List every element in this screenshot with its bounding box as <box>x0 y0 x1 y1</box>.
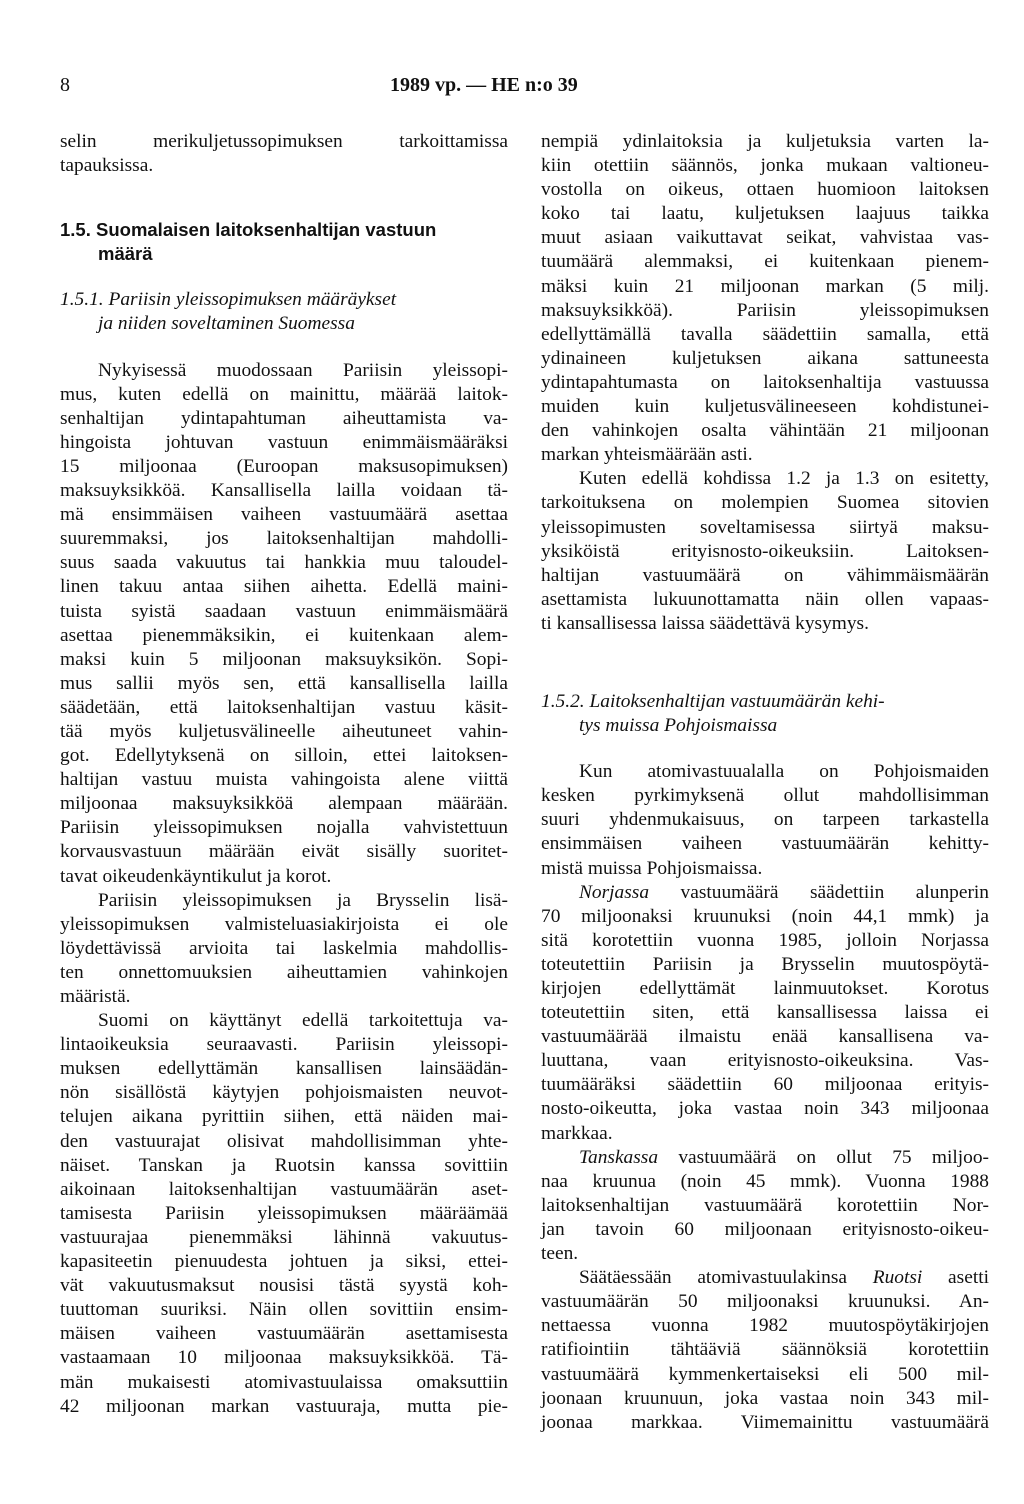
text-line: Suomi on käyttänyt edellä tarkoitettuja va- <box>98 1010 508 1032</box>
text-line: got. Edellytyksenä on silloin, ettei laitoksen- <box>60 745 508 767</box>
paragraph-continuation <box>60 130 508 178</box>
text-line: nettaessa vuonna 1982 muutospöytäkirjojen <box>541 1315 989 1337</box>
text-line: muiden kuin kuljetusvälineeseen kohdistunei- <box>541 396 989 418</box>
paragraph-denmark <box>541 1146 989 1266</box>
text-line: mus, kuten edellä on mainittu, määrää laitok- <box>60 383 508 405</box>
text-line: joonaan kruunuun, joka vastaa noin 343 mil- <box>541 1387 989 1409</box>
text-line: maksuyksikköä). Pariisin yleissopimuksen <box>541 299 989 321</box>
text-line: tarkoituksena on molempien Suomea sitovien <box>541 492 989 514</box>
paragraph <box>541 467 989 636</box>
text-line: luuttana, vaan erityisnosto-oikeuksina. Vas- <box>541 1050 989 1072</box>
paragraph <box>541 760 989 880</box>
text-line: jan tavoin 60 miljoonaan erityisnosto-oikeu- <box>541 1218 989 1240</box>
text-line: lintaoikeuksia seuraavasti. Pariisin yleissopi- <box>60 1034 508 1056</box>
heading-number: 1.5.1. <box>60 289 104 311</box>
text-line <box>541 881 989 905</box>
text-fragment: asetti <box>922 1267 989 1289</box>
text-line <box>541 1266 989 1290</box>
text-line: toteutettiin siten, että kansallisessa laissa ei <box>541 1002 989 1024</box>
text-line: mus sallii myös sen, että kansallisella lailla <box>60 672 508 694</box>
text-line: näiset. Tanskan ja Ruotsin kanssa sovittiin <box>60 1154 508 1176</box>
text-line: miljoonaa maksuyksikköä alempaan määrään. <box>60 793 508 815</box>
text-line: den vastuurajat olisivat mahdollisimman yhte- <box>60 1130 508 1152</box>
heading-number: 1.5. <box>60 219 91 241</box>
heading-text: määrä <box>98 243 153 265</box>
paragraph <box>60 359 508 889</box>
page-header <box>60 74 990 104</box>
paragraph <box>60 1009 508 1419</box>
text-line: teen. <box>541 1243 579 1265</box>
text-fragment: vastuumäärä säädettiin alunperin <box>649 881 989 903</box>
text-line: vostolla on oikeus, ottaen huomioon laitoksen <box>541 179 989 201</box>
right-column <box>541 130 989 1435</box>
text-line: tuumääräksi säädettiin 60 miljoonaa erityis- <box>541 1074 989 1096</box>
text-line: tuista syistä saadaan vastuun enimmäismäärä <box>60 600 508 622</box>
text-line: telujen aikana pyrittiin siihen, että näiden mai- <box>60 1106 508 1128</box>
heading-text: ja niiden soveltaminen Suomessa <box>98 313 355 335</box>
text-fragment: Säätäessään atomivastuulakinsa <box>579 1267 873 1289</box>
paragraph-sweden <box>541 1266 989 1435</box>
text-line: mäksi kuin 21 miljoonan markan (5 milj. <box>541 275 989 297</box>
text-line: hingoista johtuvan vastuun enimmäismääräksi <box>60 431 508 453</box>
text-line: kapasiteetin pienuudesta johtuen ja siksi, ettei- <box>60 1251 508 1273</box>
section-heading-1-5-1 <box>60 288 508 336</box>
text-line: mä ensimmäisen vaiheen vastuumäärä asettaa <box>60 504 508 526</box>
text-line: löydettävissä arvioita tai laskelmia mahdollis- <box>60 937 508 959</box>
text-line: yleissopimuksen valmisteluasiakirjoista ei ole <box>60 913 508 935</box>
section-heading-1-5 <box>60 218 508 266</box>
paragraph <box>60 889 508 1009</box>
text-line: laitoksenhaltijan vastuumäärä korotettiin Nor- <box>541 1194 989 1216</box>
text-line: 70 miljoonaksi kruunuksi (noin 44,1 mmk) ja <box>541 905 989 927</box>
text-line: ydintapahtumasta on laitoksenhaltija vastuussa <box>541 371 989 393</box>
text-line: 15 miljoonaa (Euroopan maksusopimuksen) <box>60 455 508 477</box>
text-fragment: vastuumäärä on ollut 75 miljoo- <box>658 1146 989 1168</box>
section-heading-1-5-2 <box>541 690 989 738</box>
text-line: nön sisällöstä käytyjen pohjoismaisten neuvot- <box>60 1082 508 1104</box>
text-line: vastuumäärä kymmenkertaiseksi eli 500 mil- <box>541 1363 989 1385</box>
text-line: Kuten edellä kohdissa 1.2 ja 1.3 on esitetty, <box>579 468 989 490</box>
text-line: määristä. <box>60 986 131 1007</box>
country-name: Ruotsi <box>872 1267 923 1289</box>
text-line: den vahinkojen osalta vähintään 21 miljoonan <box>541 420 989 442</box>
text-line: sitä korotettiin vuonna 1985, jolloin Norjassa <box>541 929 989 951</box>
heading-number: 1.5.2. <box>541 690 585 712</box>
text-line: markan yhteismäärään asti. <box>541 444 753 466</box>
text-line: muut asiaan vaikuttavat seikat, vahvistaa vas- <box>541 227 989 249</box>
paragraph-continuation <box>541 130 989 467</box>
text-line: muksen edellyttämän kansallisen lainsäädän- <box>60 1058 508 1080</box>
text-line: ensimmäisen vaiheen vastuumäärän kehitty- <box>541 833 989 855</box>
text-line: yksiköistä erityisnosto-oikeuksiin. Laitoksen- <box>541 540 989 562</box>
text-line: tavat oikeudenkäyntikulut ja korot. <box>60 865 332 887</box>
text-line: vastuumäärän 50 miljoonaksi kruunuksi. An- <box>541 1291 989 1313</box>
left-column <box>60 130 508 1419</box>
heading-text: Pariisin yleissopimuksen määräykset <box>108 289 397 311</box>
text-line: ten onnettomuuksien aiheuttamien vahinkojen <box>60 961 508 983</box>
text-line: Nykyisessä muodossaan Pariisin yleissopi- <box>98 359 508 381</box>
text-line: korvausvastuun määrään eivät sisälly suoritet- <box>60 841 508 863</box>
heading-text: Laitoksenhaltijan vastuumäärän kehi- <box>589 690 885 712</box>
text-line: tapauksissa. <box>60 155 154 177</box>
text-line: vät vakuutusmaksut nousisi tästä syystä koh- <box>60 1275 508 1297</box>
text-line: selin merikuljetussopimuksen tarkoittamissa <box>60 131 508 152</box>
text-line: yleissopimusten soveltamisessa siirtyä maksu- <box>541 516 989 538</box>
text-line: män mukaisesti atomivastuulaissa omaksuttiin <box>60 1371 508 1393</box>
heading-text: Suomalaisen laitoksenhaltijan vastuun <box>96 219 437 241</box>
page-number: 8 <box>60 74 70 96</box>
text-line: tuuttoman suuriksi. Näin ollen sovittiin ensim- <box>60 1299 508 1321</box>
text-line: suus saada vakuutus tai hankkia muu taloudel- <box>60 552 508 574</box>
text-line: haltijan vastuumäärä on vähimmäismäärän <box>541 564 989 586</box>
text-line: aikoinaan laitoksenhaltijan vastuumäärän aset- <box>60 1178 508 1200</box>
text-line: 42 miljoonan markan vastuuraja, mutta pie- <box>60 1395 508 1417</box>
text-line: kirjojen edellyttämät lainmuutokset. Korotus <box>541 978 989 999</box>
text-line: maksi kuin 5 miljoonan maksuyksikön. Sopi- <box>60 648 508 670</box>
text-line: suuri yhdenmukaisuus, on tarpeen tarkastella <box>541 809 989 831</box>
text-line: vastuumäärää ilmaistu enää kansallisena va- <box>541 1026 989 1048</box>
text-line: ti kansallisessa laissa säädettävä kysymys. <box>541 612 869 634</box>
text-line: nempiä ydinlaitoksia ja kuljetuksia varten la- <box>541 131 989 152</box>
text-line: markkaa. <box>541 1122 613 1144</box>
text-line: mäisen vaiheen vastuumäärän asettamisesta <box>60 1323 508 1345</box>
text-line: edellyttämällä tavalla säädettiin samalla, että <box>541 323 989 345</box>
text-line: ratifiointiin tähtääviä säännöksiä korotettiin <box>541 1339 989 1361</box>
text-line: maksuyksikköä. Kansallisella lailla voidaan tä- <box>60 480 508 502</box>
text-line: linen takuu antaa siihen aihetta. Edellä maini- <box>60 576 508 598</box>
text-line: joonaa markkaa. Viimemainittu vastuumäärä <box>541 1411 989 1433</box>
text-line: asettamista lukuunottamatta näin ollen vapaas- <box>541 588 989 610</box>
text-line: kesken pyrkimyksenä ollut mahdollisimman <box>541 785 989 807</box>
text-line: senhaltijan ydintapahtuman aiheuttamista va- <box>60 407 508 429</box>
text-line: koko tai laatu, kuljetuksen laajuus taikka <box>541 203 989 225</box>
text-line: mistä muissa Pohjoismaissa. <box>541 857 763 879</box>
text-line: toteutettiin Pariisin ja Brysselin muutospöytä- <box>541 953 989 975</box>
text-line: tamisesta Pariisin yleissopimuksen määräämää <box>60 1202 508 1224</box>
text-line: säädetään, että laitoksenhaltijan vastuu käsit- <box>60 696 508 718</box>
text-line: Pariisin yleissopimuksen ja Brysselin lisä- <box>98 889 508 911</box>
text-line: vastuurajaa pienemmäksi lähinnä vakuutus- <box>60 1226 508 1248</box>
text-line <box>541 1146 989 1170</box>
text-line: naa kruunua (noin 45 mmk). Vuonna 1988 <box>541 1170 989 1192</box>
text-line: nosto-oikeutta, joka vastaa noin 343 miljoonaa <box>541 1098 989 1120</box>
country-name: Norjassa <box>579 881 650 903</box>
running-head: 1989 vp. — HE n:o 39 <box>390 74 578 96</box>
text-line: ydinaineen kuljetuksen aikana sattuneesta <box>541 347 989 369</box>
text-line: suuremmaksi, jos laitoksenhaltijan mahdolli- <box>60 528 508 550</box>
text-line: kiin otettiin säännös, jonka mukaan valtioneu- <box>541 155 989 177</box>
heading-text: tys muissa Pohjoismaissa <box>579 715 778 737</box>
text-line: tää myös kuljetusvälineelle aiheutuneet vahin- <box>60 720 508 742</box>
text-line: Kun atomivastuualalla on Pohjoismaiden <box>579 761 989 783</box>
text-line: vastaamaan 10 miljoonaa maksuyksikköä. Tä- <box>60 1347 508 1369</box>
paragraph-norway <box>541 881 989 1146</box>
text-line: asettaa pienemmäksikin, ei kuitenkaan alem- <box>60 624 508 646</box>
text-line: tuumäärä alemmaksi, ei kuitenkaan pienem- <box>541 251 989 273</box>
country-name: Tanskassa <box>579 1146 659 1168</box>
text-line: haltijan vastuu muista vahingoista alene viittä <box>60 769 508 791</box>
text-line: Pariisin yleissopimuksen nojalla vahvistettuun <box>60 817 508 839</box>
